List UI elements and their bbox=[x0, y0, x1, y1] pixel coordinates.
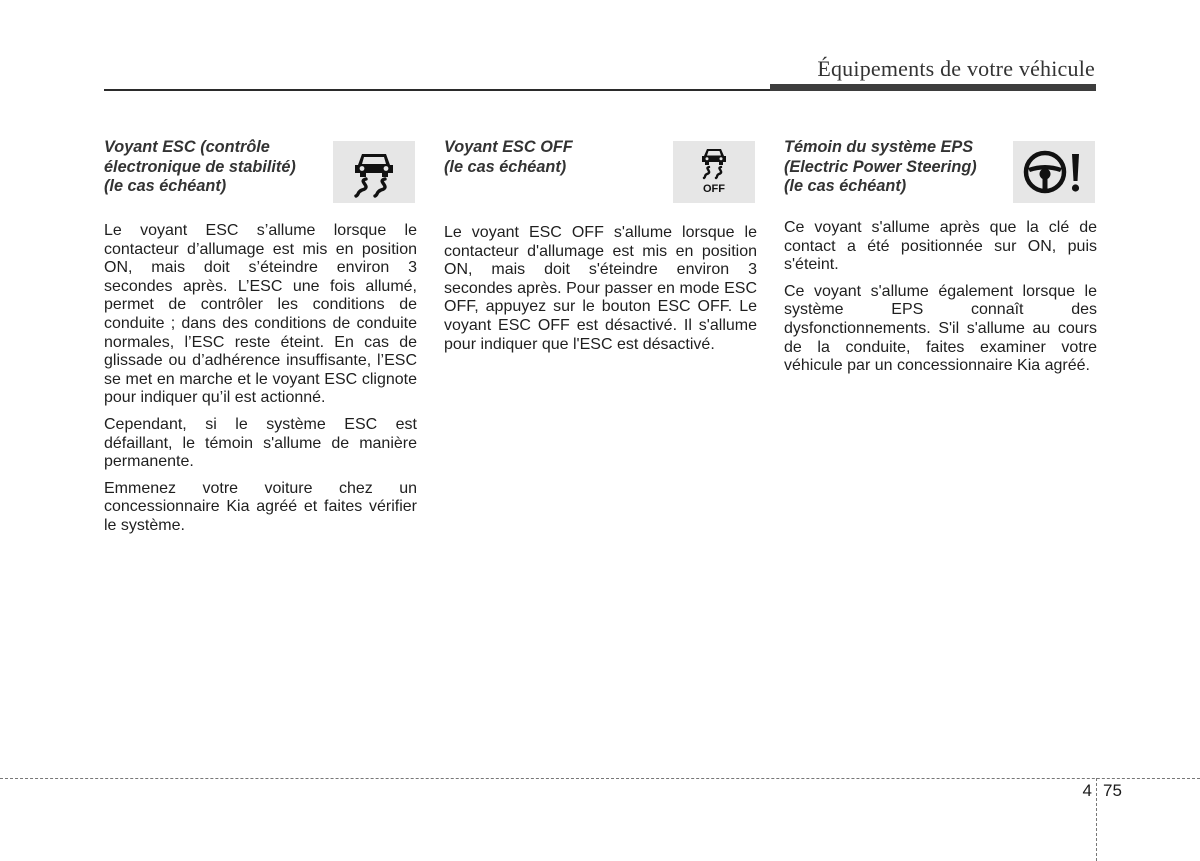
title-line: électronique de stabilité) bbox=[104, 157, 296, 176]
chapter-number: 4 bbox=[1082, 781, 1092, 800]
section-eps bbox=[784, 138, 1097, 384]
footer-dashed-line bbox=[0, 778, 1200, 779]
section-paragraph: Ce voyant s'allume également lorsque le système EPS connaît des dysfonctionnements. S'il s'allume au cours de la conduite, faites examiner votre véhicule par un concessionnaire Kia agréé. bbox=[784, 282, 1097, 375]
title-line: (le cas échéant) bbox=[784, 177, 907, 195]
title-line: (le cas échéant) bbox=[104, 177, 227, 195]
section-title-esc-off bbox=[444, 138, 669, 177]
footer-dashed-divider bbox=[1096, 778, 1097, 861]
esc-off-icon bbox=[673, 141, 755, 203]
section-esc-off bbox=[444, 138, 757, 362]
title-line: (le cas échéant) bbox=[444, 157, 567, 176]
page-header-title: Équipements de votre véhicule bbox=[817, 56, 1095, 81]
title-line: Témoin du système EPS bbox=[784, 138, 974, 156]
title-line: Voyant ESC (contrôle bbox=[104, 138, 270, 156]
section-paragraph: Ce voyant s'allume après que la clé de contact a été positionnée sur ON, puis s'éteint. bbox=[784, 219, 1097, 274]
section-esc bbox=[104, 138, 417, 544]
esc-skid-car-icon bbox=[333, 141, 415, 203]
section-paragraph: Le voyant ESC OFF s'allume lorsque le contacteur d'allumage est mis en position ON, mais doit s'éteindre environ 3 secondes après. Pour passer en mode ESC OFF, appuyez sur le bouton ESC OFF. Le voyant ESC OFF est désactivé. Il s'allume pour indiquer que l'ESC est désactivé. bbox=[444, 224, 757, 353]
section-paragraph: Le voyant ESC s’allume lorsque le contacteur d’allumage est mis en position ON, mais doit s’éteindre environ 3 secondes après. L’ESC une fois allumé, permet de contrôler les conditions de conduite ; dans des conditions de conduite normales, l’ESC reste éteint. En cas de glissade ou d’adhérence insuffisante, l’ESC se met en marche et le voyant ESC clignote pour indiquer qu’il est actionné. bbox=[104, 222, 417, 407]
section-title-esc bbox=[104, 138, 329, 197]
section-paragraph: Emmenez votre voiture chez un concessionnaire Kia agréé et faites vérifier le système. bbox=[104, 479, 417, 534]
page-number: 75 bbox=[1103, 781, 1122, 800]
title-line: (Electric Power Steering) bbox=[784, 157, 977, 176]
section-paragraph: Cependant, si le système ESC est défaillant, le témoin s'allume de manière permanente. bbox=[104, 415, 417, 471]
section-title-eps bbox=[784, 138, 1009, 197]
header-rule-thick bbox=[770, 84, 1096, 91]
header-rule-thin bbox=[104, 89, 770, 91]
esc-off-icon-label: OFF bbox=[703, 183, 725, 195]
title-line: Voyant ESC OFF bbox=[444, 138, 573, 156]
eps-steering-warning-icon bbox=[1013, 141, 1095, 203]
